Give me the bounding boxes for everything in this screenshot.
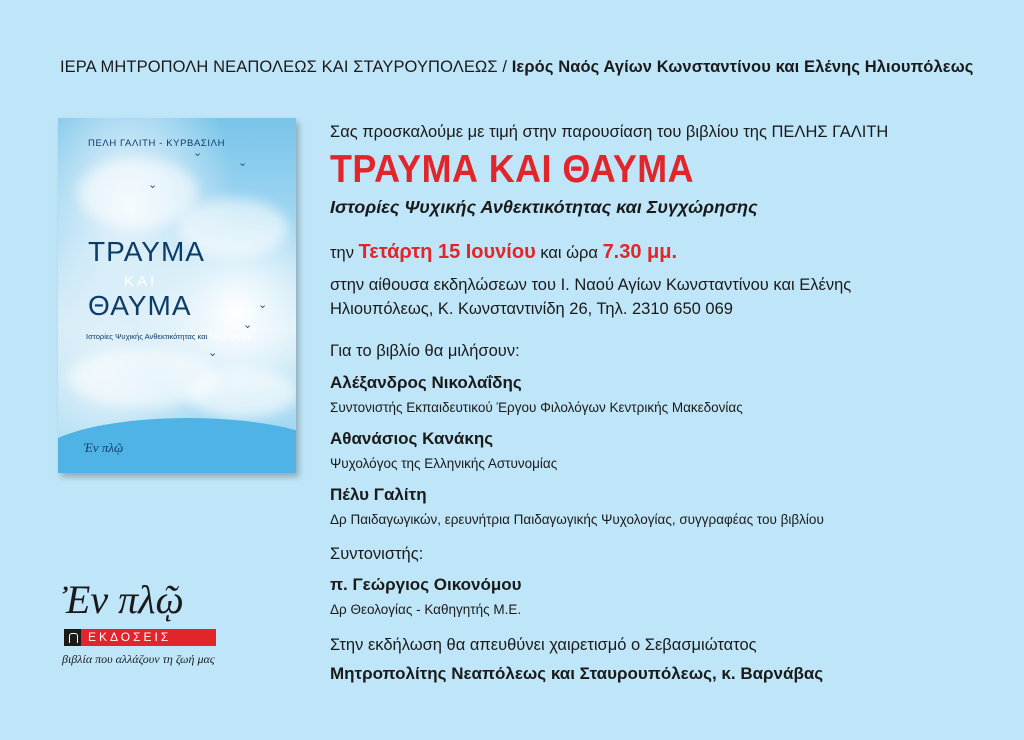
coordinator-heading: Συντονιστής:	[330, 545, 424, 563]
cover-title-line2: ΚΑΙ	[124, 273, 158, 290]
event-date: Τετάρτη 15 Ιουνίου	[358, 241, 536, 263]
speaker-role: Συντονιστής Εκπαιδευτικού Έργου Φιλολόγων Κεντρικής Μακεδονίας	[330, 400, 743, 415]
bird-icon: ⌄	[193, 147, 203, 159]
header-line	[60, 58, 980, 77]
speaker-role: Ψυχολόγος της Ελληνικής Αστυνομίας	[330, 456, 558, 471]
speaker-name: Αλέξανδρος Νικολαΐδης	[330, 373, 522, 392]
logo-label: ΕΚΔΟΣΕΙΣ	[88, 630, 172, 644]
ship-icon	[64, 629, 81, 646]
cover-publisher: Έν πλῷ	[84, 440, 124, 455]
speakers-heading: Για το βιβλίο θα μιλήσουν:	[330, 342, 520, 360]
cover-author: ΠΕΛΗ ΓΑΛΙΤΗ - ΚΥΡΒΑΣΙΛΗ	[88, 138, 226, 149]
cover-title-line3: ΘΑΥΜΑ	[88, 290, 192, 321]
greeting-metropolitan: Μητροπολίτης Νεαπόλεως και Σταυρουπόλεως, κ. Βαρνάβας	[330, 664, 824, 683]
bird-icon: ⌄	[238, 157, 248, 169]
time-prefix: και ώρα	[540, 244, 598, 262]
logo-tagline: βιβλία που αλλάζουν τη ζωή μας	[62, 652, 215, 666]
speaker-role: Δρ Παιδαγωγικών, ερευνήτρια Παιδαγωγικής Ψυχολογίας, συγγραφέας του βιβλίου	[330, 512, 824, 527]
venue-address: στην αίθουσα εκδηλώσεων του Ι. Ναού Αγίων Κωνσταντίνου και Ελένης Ηλιουπόλεως, Κ. Κωνσταντινίδη 26, Τηλ. 2310 650 069	[330, 276, 852, 318]
book-subtitle: Ιστορίες Ψυχικής Ανθεκτικότητας και Συγχώρησης	[330, 197, 758, 217]
invite-line: Σας προσκαλούμε με τιμή στην παρουσίαση του βιβλίου της ΠΕΛΗΣ ΓΑΛΙΤΗ	[330, 123, 889, 141]
book-title: ΤΡΑΥΜΑ ΚΑΙ ΘΑΥΜΑ	[330, 148, 694, 191]
cover-subtitle-a: Ιστορίες Ψυχικής Ανθεκτικότητας και	[86, 332, 208, 341]
header-metropolis: ΙΕΡΑ ΜΗΤΡΟΠΟΛΗ ΝΕΑΠΟΛΕΩΣ ΚΑΙ ΣΤΑΥΡΟΥΠΟΛΕΩΣ /	[60, 58, 508, 76]
logo-name: Ἐν πλῷ	[62, 577, 184, 622]
date-line	[330, 241, 677, 264]
cover-subtitle	[86, 332, 253, 341]
cover-subtitle-b: Συγχώρησης	[209, 332, 253, 341]
greeting-line: Στην εκδήλωση θα απευθύνει χαιρετισμό ο Σεβασμιώτατος	[330, 636, 757, 654]
header-church: Ιερός Ναός Αγίων Κωνσταντίνου και Ελένης Ηλιουπόλεως	[511, 58, 974, 76]
bird-icon: ⌄	[258, 299, 268, 311]
bird-icon: ⌄	[208, 347, 218, 359]
event-time: 7.30 μμ.	[602, 241, 678, 263]
speaker-name: Αθανάσιος Κανάκης	[330, 429, 494, 448]
coordinator-name: π. Γεώργιος Οικονόμου	[330, 575, 522, 594]
date-prefix: την	[330, 244, 354, 262]
bird-icon: ⌄	[243, 319, 253, 331]
bird-icon: ⌄	[148, 179, 158, 191]
cover-title-line1: ΤΡΑΥΜΑ	[88, 236, 205, 267]
publisher-logo	[62, 577, 232, 666]
coordinator-role: Δρ Θεολογίας - Καθηγητής Μ.Ε.	[330, 602, 522, 617]
book-cover-image	[58, 118, 296, 473]
speaker-name: Πέλυ Γαλίτη	[330, 485, 427, 504]
